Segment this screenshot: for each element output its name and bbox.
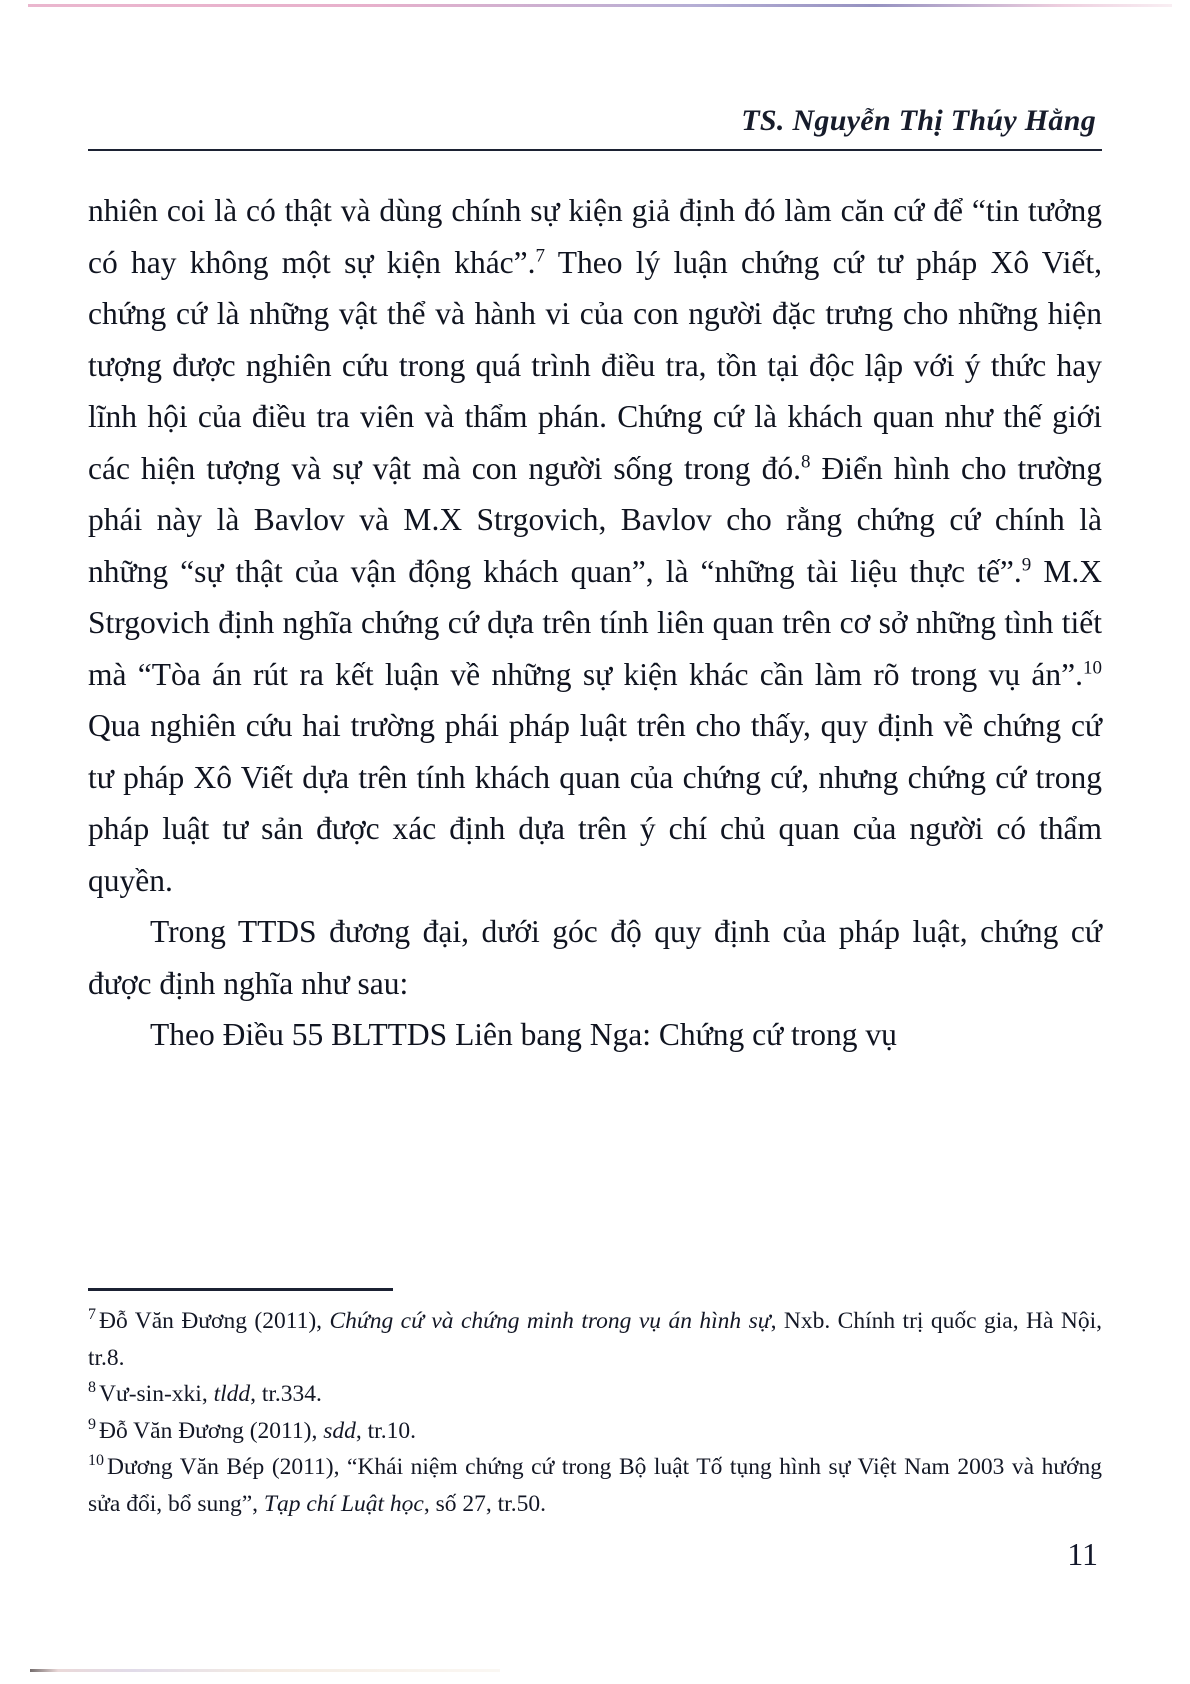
body-paragraph [88, 1009, 1102, 1061]
body-text-run: Qua nghiên cứu hai trường phái pháp luật trên cho thấy, quy định về chứng cứ tư pháp Xô Viết dựa trên tính khách quan của chứng cứ, nhưng chứng cứ trong pháp luật tư sản được xác định dựa trên ý chí chủ quan của người có thẩm quyền. [88, 708, 1102, 898]
footnote-entry [88, 1449, 1102, 1522]
body-text-run: nhiên coi là có thật và dùng chính sự kiện giả định đó làm căn cứ để “tin tưởng có hay không một sự kiện khác”. [88, 193, 1102, 280]
running-head-author: TS. Nguyễn Thị Thúy Hằng [741, 104, 1096, 137]
body-text-column [88, 185, 1102, 1061]
footnote-area [88, 1288, 1102, 1522]
body-paragraph [88, 185, 1102, 906]
footnote-text-run: , tr.10. [355, 1417, 416, 1444]
footnote-text-run: , số 27, tr.50. [423, 1490, 546, 1517]
footnote-separator-rule [88, 1288, 393, 1291]
footnote-text-run: Dương Văn Bép (2011), “Khái niệm chứng cứ trong Bộ luật Tố tụng hình sự Việt Nam 2003 và hướng sửa đổi, bổ sung”, [88, 1454, 1102, 1517]
body-text-run: Theo lý luận chứng cứ tư pháp Xô Viết, chứng cứ là những vật thể và hành vi của con người đặc trưng cho những hiện tượng được nghiên cứu trong quá trình điều tra, tồn tại độc lập với ý thức hay lĩnh hội của điều tra viên và thẩm phán. Chứng cứ là khách quan như thế giới các hiện tượng và sự vật mà con người sống trong đó. [88, 244, 1102, 486]
footnote-title-italic: tldd [213, 1381, 251, 1407]
footnote-text-run: Đỗ Văn Đương (2011), [99, 1308, 330, 1334]
footnote-title-italic: sdd [323, 1417, 356, 1444]
footnote-text-run: Đỗ Văn Đương (2011), [99, 1417, 324, 1444]
page-number: 11 [1067, 1536, 1098, 1572]
footnote-reference[interactable]: 7 [535, 245, 546, 266]
footnote-title-italic: Tạp chí Luật học [263, 1490, 424, 1517]
footnote-text-run: , Nxb. Chính trị quốc gia, Hà Nội, tr.8. [88, 1308, 1102, 1371]
body-text-run: M.X Strgovich định nghĩa chứng cứ dựa trên tính liên quan trên cơ sở những tình tiết mà “Tòa án rút ra kết luận về những sự kiện khác cần làm rõ trong vụ án”. [88, 553, 1102, 692]
footnote-reference[interactable]: 8 [800, 451, 811, 472]
footnote-list [88, 1303, 1102, 1522]
body-text-run: Điển hình cho trường phái này là Bavlov và M.X Strgovich, Bavlov cho rằng chứng cứ chính là những “sự thật của vận động khách quan”, là “những tài liệu thực tế”. [88, 450, 1102, 589]
footnote-number: 10 [88, 1452, 104, 1470]
footnote-number: 7 [88, 1306, 96, 1324]
footnote-text-run: , tr.334. [250, 1381, 322, 1407]
body-paragraph [88, 906, 1102, 1009]
footnote-entry [88, 1303, 1102, 1376]
body-text-run: Trong TTDS đương đại, dưới góc độ quy định của pháp luật, chứng cứ được định nghĩa như sau: [88, 914, 1102, 1001]
body-text-run: Theo Điều 55 BLTTDS Liên bang Nga: Chứng cứ trong vụ [150, 1017, 897, 1052]
footnote-number: 8 [88, 1379, 96, 1397]
footnote-title-italic: Chứng cứ và chứng minh trong vụ án hình sự [329, 1308, 771, 1334]
footnote-reference[interactable]: 9 [1021, 554, 1032, 575]
footnote-entry [88, 1376, 1102, 1413]
running-head-rule [88, 149, 1102, 151]
footnote-entry [88, 1413, 1102, 1450]
footnote-number: 9 [88, 1415, 96, 1433]
footnote-reference[interactable]: 10 [1083, 657, 1102, 678]
footnote-text-run: Vư-sin-xki, [99, 1381, 214, 1407]
